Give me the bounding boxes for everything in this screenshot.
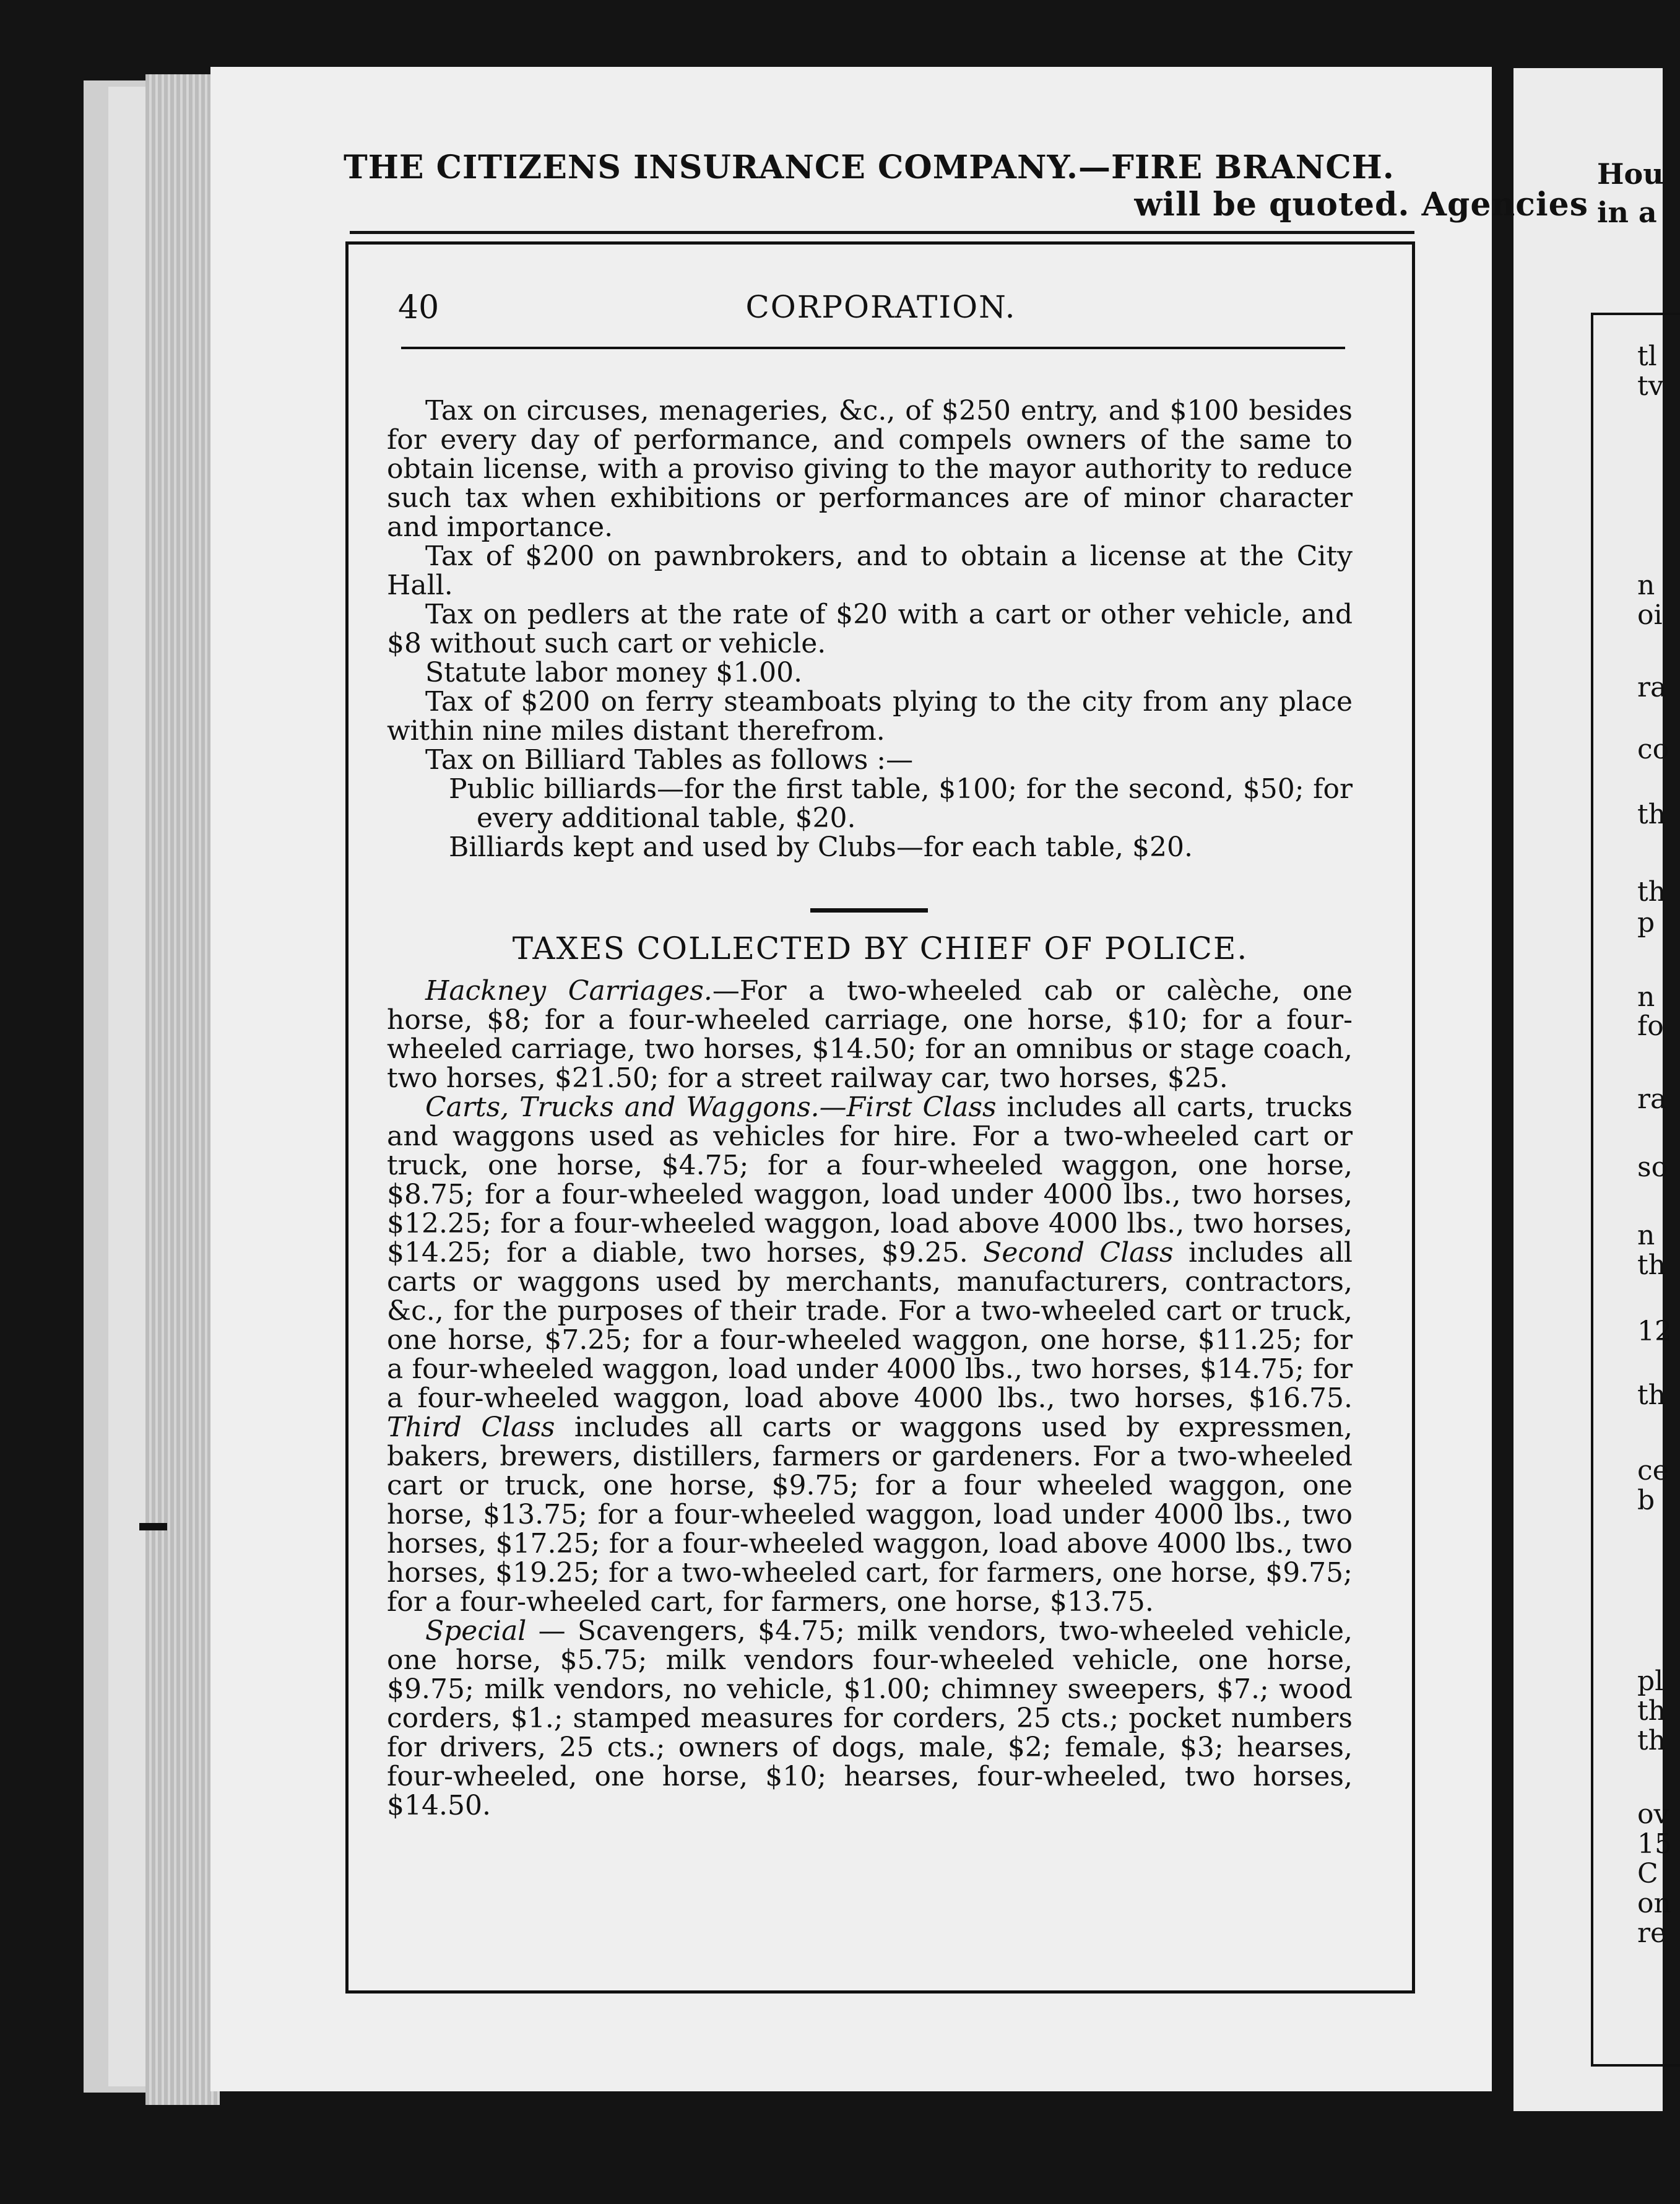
paragraph-pedlers: Tax on pedlers at the rate of $20 with a cart or other vehicle, and $8 without such cart or vehicle.	[387, 599, 1353, 659]
paragraph-statute-labor: Statute labor money $1.00.	[425, 657, 803, 688]
book-edge	[108, 87, 145, 2086]
special-label: Special	[425, 1615, 527, 1647]
right-page-fragment: pl	[1637, 1665, 1664, 1697]
right-page-fragment: tl	[1637, 341, 1657, 372]
right-page-fragment: n	[1637, 981, 1655, 1013]
paragraph-billiards-intro: Tax on Billiard Tables as follows :—	[425, 744, 914, 776]
right-page-fragment: th	[1637, 1725, 1666, 1756]
right-page-fragment: 15	[1637, 1828, 1672, 1860]
right-page-fragment: ra	[1637, 1083, 1667, 1115]
paragraph-club-billiards: Billiards kept and used by Clubs—for each table, $20.	[449, 831, 1193, 863]
page-stack	[145, 74, 220, 2105]
right-page-fragment: so	[1637, 1152, 1668, 1183]
hackney-label: Hackney Carriages.	[425, 975, 712, 1007]
carts-label: Carts, Trucks and Waggons.—First Class	[425, 1091, 997, 1123]
right-page-fragment: oi	[1637, 599, 1663, 631]
title-rule	[401, 347, 1345, 349]
right-page-header-2: in a	[1597, 196, 1657, 229]
right-page-fragment: co	[1637, 734, 1669, 765]
second-class-text: includes all carts or waggons used by merchants, manufacturers, contractors, &c., for the purposes of their trade. For a two-wheeled cart or truck, one horse, $7.25; for a four-wheeled waggon, one horse, $11.25; for a four-wheeled waggon, load under 4000 lbs., two horses, $14.75; for a four-wheeled waggon, load above 4000 lbs., two horses, $16.75.	[387, 1237, 1353, 1414]
right-page-fragment: fo	[1637, 1010, 1664, 1042]
right-page-fragment: ra	[1637, 672, 1667, 703]
carts-text: includes all carts, trucks and waggons used as vehicles for hire. For a two-wheeled cart or truck, one horse, $4.75; for a four-wheeled waggon, one horse, $8.75; for a four-wheeled waggon, load under 4000 lbs., two horses, $12.25; for a four-wheeled waggon, load above 4000 lbs., two horses, $14.25; for a diable, two horses, $9.25.	[387, 1091, 1353, 1269]
right-page-fragment: th	[1637, 876, 1666, 908]
right-page-fragment: th	[1637, 1695, 1666, 1727]
advertisement-subheader: will be quoted. Agencies	[1134, 186, 1588, 223]
paragraph-circuses: Tax on circuses, menageries, &c., of $250 entry, and $100 besides for every day of performance, and compels owners of the same to obtain license, with a proviso giving to the mayor authority to reduce such tax when exhibitions or performances are of minor character and importance.	[387, 395, 1353, 543]
running-head	[398, 289, 1364, 326]
paragraph-carts	[387, 1093, 1353, 1616]
right-page-fragment: 12	[1637, 1316, 1672, 1347]
page-number: 40	[398, 289, 439, 326]
section-divider	[810, 908, 928, 913]
section-title: TAXES COLLECTED BY CHIEF OF POLICE.	[512, 931, 1249, 966]
page-frame	[345, 241, 1415, 1994]
right-page-fragment: re	[1637, 1917, 1667, 1949]
third-class-label: Third Class	[387, 1412, 555, 1443]
right-page-fragment: th	[1637, 799, 1666, 830]
paragraph-pawnbrokers: Tax of $200 on pawnbrokers, and to obtain a license at the City Hall.	[387, 540, 1353, 601]
right-page-fragment: th	[1637, 1249, 1666, 1281]
header-rule	[350, 231, 1414, 234]
page-tab-mark	[139, 1523, 167, 1530]
right-page-fragment: tv	[1637, 370, 1664, 402]
police-taxes	[387, 976, 1353, 1820]
right-page-fragment: n	[1637, 570, 1655, 601]
right-page-fragment: ce	[1637, 1455, 1669, 1486]
right-page-fragment: th	[1637, 1379, 1666, 1411]
special-text: — Scavengers, $4.75; milk vendors, two-wheeled vehicle, one horse, $5.75; milk vendors four-wheeled vehicle, one horse, $9.75; milk vendors, no vehicle, $1.00; chimney sweepers, $7.; wood corders, $1.; stamped measures for corders, 25 cts.; pocket numbers for drivers, 25 cts.; owners of dogs, male, $2; female, $3; hearses, four-wheeled, one horse, $10; hearses, four-wheeled, two horses, $14.50.	[387, 1615, 1353, 1821]
paragraph-special	[387, 1616, 1353, 1820]
second-class-label: Second Class	[983, 1237, 1174, 1269]
corporation-taxes	[387, 396, 1353, 862]
right-page-header-1: Hou	[1597, 157, 1664, 191]
paragraph-hackney	[387, 976, 1353, 1093]
right-page-fragment: n	[1637, 1220, 1655, 1251]
right-page-fragment: b	[1637, 1485, 1655, 1516]
paragraph-ferry: Tax of $200 on ferry steamboats plying to the city from any place within nine miles distant therefrom.	[387, 686, 1353, 747]
page-title: CORPORATION.	[745, 289, 1016, 325]
right-facing-page	[1513, 68, 1672, 2111]
right-page-fragment: on	[1637, 1888, 1671, 1919]
right-page-fragment: ov	[1637, 1798, 1669, 1830]
advertisement-header: THE CITIZENS INSURANCE COMPANY.—FIRE BRANCH.	[344, 149, 1395, 186]
third-class-text: includes all carts or waggons used by expressmen, bakers, brewers, distillers, farmers or gardeners. For a two-wheeled cart or truck, one horse, $9.75; for a four wheeled waggon, one horse, $13.75; for a four-wheeled waggon, load under 4000 lbs., two horses, $17.25; for a four-wheeled waggon, load above 4000 lbs., two horses, $19.25; for a two-wheeled cart, for farmers, one horse, $9.75; for a four-wheeled cart, for farmers, one horse, $13.75.	[387, 1412, 1353, 1618]
right-page-fragment: C	[1637, 1858, 1658, 1889]
right-page-fragment: p	[1637, 907, 1655, 939]
paragraph-public-billiards: Public billiards—for the first table, $100; for the second, $50; for every additional table, $20.	[449, 773, 1353, 834]
hackney-text: —For a two-wheeled cab or calèche, one horse, $8; for a four-wheeled carriage, one horse, $10; for a four-wheeled carriage, two horses, $14.50; for an omnibus or stage coach, two horses, $21.50; for a street railway car, two horses, $25.	[387, 975, 1353, 1094]
